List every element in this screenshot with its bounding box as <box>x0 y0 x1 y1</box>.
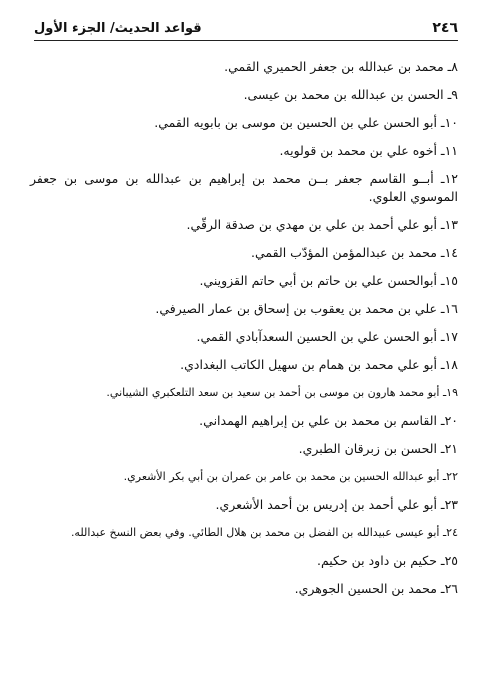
list-item: ١٢ـ أبــو القاسم جعفر بــن محمد بن إبراهيم بن عبدالله بن موسى بن جعفر الموسوي العلوي. <box>30 171 458 204</box>
list-item: ١٦ـ علي بن محمد بن يعقوب بن إسحاق بن عمار الصيرفي. <box>155 301 458 316</box>
list-item: ٢١ـ الحسن بن زبرقان الطبري. <box>298 441 458 456</box>
list-item: ٢٢ـ أبو عبدالله الحسين بن محمد بن عامر بن عمران بن أبي بكر الأشعري. <box>123 470 458 483</box>
narrator-list <box>30 58 458 608</box>
list-item: ١٤ـ محمد بن عبدالمؤمن المؤدّب القمي. <box>250 245 458 260</box>
list-item: ٢٥ـ حكيم بن داود بن حكيم. <box>316 553 458 568</box>
header-rule <box>34 40 458 41</box>
list-item: ١١ـ أخوه علي بن محمد بن قولويه. <box>279 143 458 158</box>
list-item: ١٨ـ أبو علي محمد بن همام بن سهيل الكاتب البغدادي. <box>180 357 458 372</box>
list-item: ٩ـ الحسن بن عبدالله بن محمد بن عيسى. <box>243 87 458 102</box>
list-item: ١٧ـ أبو الحسن علي بن الحسين السعدآبادي القمي. <box>196 329 458 344</box>
list-item: ٢٦ـ محمد بن الحسين الجوهري. <box>294 581 458 596</box>
running-title: قواعد الحديث/ الجزء الأول <box>34 21 202 36</box>
page-number: ٢٤٦ <box>432 20 458 36</box>
list-item: ١٥ـ أبوالحسن علي بن حاتم بن أبي حاتم القزويني. <box>199 273 458 288</box>
list-item: ٢٤ـ أبو عيسى عبيدالله بن الفضل بن محمد بن هلال الطائي. وفي بعض النسخ عبدالله. <box>70 526 458 539</box>
list-item: ١٠ـ أبو الحسن علي بن الحسين بن موسى بن بابويه القمي. <box>154 115 458 130</box>
list-item: ٨ـ محمد بن عبدالله بن جعفر الحميري القمي. <box>224 59 458 74</box>
running-header <box>34 14 458 36</box>
list-item: ١٩ـ أبو محمد هارون بن موسى بن أحمد بن سعيد بن سعد التلعكبري الشيباني. <box>106 386 458 399</box>
list-item: ٢٣ـ أبو علي أحمد بن إدريس بن أحمد الأشعري. <box>215 497 458 512</box>
list-item: ٢٠ـ القاسم بن محمد بن علي بن إبراهيم الهمداني. <box>199 413 458 428</box>
list-item: ١٣ـ أبو علي أحمد بن علي بن مهدي بن صدقة الرقّي. <box>186 217 458 232</box>
